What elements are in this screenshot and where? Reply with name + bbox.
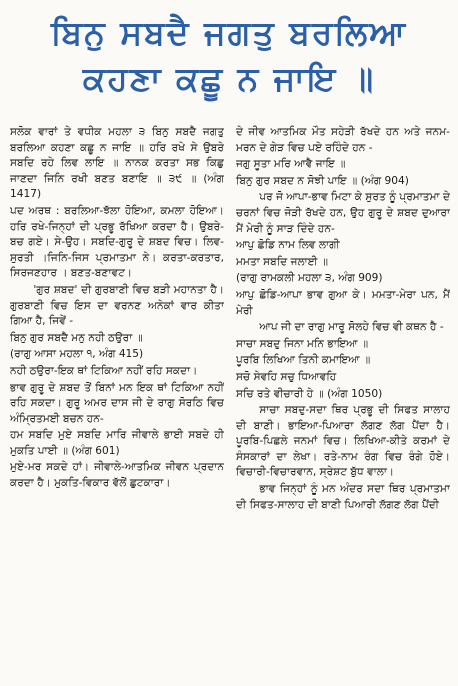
headline-line-1: ਬਿਨੁ ਸਬਦੈ ਜਗਤੁ ਬਰਲਿਆ <box>50 13 408 52</box>
citation: (ਰਾਗੁ ਆਸਾ ਮਹਲਾ ੧, ਅੰਗ 415) <box>10 348 144 361</box>
headline-line-2: ਕਹਣਾ ਕਛੂ ਨ ਜਾਇ ॥ <box>82 59 376 98</box>
paragraph: ਆਪੁ ਛੋਡਿ-ਆਪਾ ਭਾਵ ਗੁਆ ਕੇ। ਮਮਤਾ-ਮੇਰਾ ਪਨ, ਮੈਂ ਮੇਰੀ <box>236 288 450 317</box>
paragraph: ਪਦ ਅਰਥ : ਬਰਲਿਆ-ਝੱਲਾ ਹੋਇਆ, ਕਮਲਾ ਹੋਇਆ। ਹਰਿ ਰਖੇ-ਜਿਨ੍ਹਾਂ ਦੀ ਪ੍ਰਭੂ ਰੱਖਿਆ ਕਰਦਾ ਹੈ। ਉਬਰੇ-ਬਚ ਗਏ। ਸੇ-ਉਹ। ਸਬਦਿ-ਗੁਰੂ ਦੇ ਸ਼ਬਦ ਵਿਚ। ਲਿਵ-ਸੁਰਤੀ ।ਜਿਨਿ-ਜਿਸ ਪ੍ਰਮਾਤਮਾ ਨੇ। ਕਰਤਾ-ਕਰਤਾਰ, ਸਿਰਜਣਹਾਰ । ਬਣਤ-ਬਣਾਵਟ। <box>10 204 224 280</box>
quote-line: ਬਿਨੁ ਗੁਰ ਸਬਦੈ ਮਨੁ ਨਹੀ ਠਉਰਾ ॥ <box>10 331 143 344</box>
quote-line: ਬਿਨੁ ਗੁਰ ਸਬਦ ਨ ਸੋਝੀ ਪਾਇ ॥ (ਅੰਗ 904) <box>236 174 409 187</box>
paragraph: ਮੁਏ-ਮਰ ਸਕਦੇ ਹਾਂ। ਜੀਵਾਲੇ-ਆਤਮਿਕ ਜੀਵਨ ਪ੍ਰਦਾਨ ਕਰਦਾ ਹੈ। ਮੁਕਤਿ-ਵਿਕਾਰ ਵੱਲੋਂ ਛੁਟਕਾਰਾ। <box>10 461 224 490</box>
left-column <box>10 125 224 686</box>
paragraph: ਦੇ ਜੀਵ ਆਤਮਿਕ ਮੌਤ ਸਹੇੜੀ ਰੱਖਦੇ ਹਨ ਅਤੇ ਜਨਮ-ਮਰਨ ਦੇ ਗੇੜ ਵਿਚ ਪਏ ਰਹਿੰਦੇ ਹਨ - <box>236 126 450 154</box>
paragraph: ਪਰ ਜੋ ਆਪਾ-ਭਾਵ ਮਿਟਾ ਕੇ ਸੁਰਤ ਨੂੰ ਪ੍ਰਮਾਤਮਾ ਦੇ ਚਰਨਾਂ ਵਿਚ ਜੋੜੀ ਰੱਖਦੇ ਹਨ, ਉਹ ਗੁਰੂ ਦੇ ਸ਼ਬਦ ਦੁਆਰਾ ਮੈਂ ਮੇਰੀ ਨੂੰ ਸਾੜ ਦਿੰਦੇ ਹਨ- <box>236 191 450 235</box>
quote-line: ਮਮਤਾ ਸਬਦਿ ਜਲਾਈ ॥ <box>236 255 329 268</box>
quote-line: ਸਾਚਾ ਸਬਦੁ ਜਿਨਾ ਮਨਿ ਭਾਇਆ ॥ <box>236 337 369 350</box>
article-body <box>10 125 450 686</box>
citation: ਸਚਿ ਰਤੇ ਵੀਚਾਰੀ ਹੇ ॥ (ਅੰਗ 1050) <box>236 387 383 400</box>
quote-line: ਸਚੋ ਸੇਵਹਿ ਸਚੁ ਧਿਆਵਹਿ <box>236 370 337 383</box>
quote-line: ਪੂਰਬਿ ਲਿਖਿਆ ਤਿਨੀ ਕਮਾਇਆ ॥ <box>236 354 371 367</box>
paragraph: ਨਹੀ ਠਉਰਾ-ਇਕ ਥਾਂ ਟਿਕਿਆ ਨਹੀਂ ਰਹਿ ਸਕਦਾ। <box>10 364 198 377</box>
quote-line: ਜਗੁ ਸੂਤਾ ਮਰਿ ਆਵੈ ਜਾਇ ॥ <box>236 158 346 171</box>
quote-line: ਆਪੁ ਛੋਡਿ ਨਾਮ ਲਿਵ ਲਾਗੀ <box>236 239 340 252</box>
paragraph: ਭਾਵ ਗੁਰੂ ਦੇ ਸ਼ਬਦ ਤੋਂ ਬਿਨਾਂ ਮਨ ਇਕ ਥਾਂ ਟਿਕਿਆ ਨਹੀਂ ਰਹਿ ਸਕਦਾ। ਗੁਰੂ ਅਮਰ ਦਾਸ ਜੀ ਦੇ ਰਾਗੁ ਸੋਰਠਿ ਵਿਚ ਅੰਮ੍ਰਿਤਮਈ ਬਚਨ ਹਨ- <box>10 381 224 425</box>
paragraph: ਆਪ ਜੀ ਦਾ ਰਾਗੁ ਮਾਰੂ ਸੋਲਹੇ ਵਿਚ ਵੀ ਕਥਨ ਹੈ - <box>259 321 444 334</box>
quote-line: ਹਮ ਸਬਦਿ ਮੁਏ ਸਬਦਿ ਮਾਰਿ ਜੀਵਾਲੇ ਭਾਈ ਸਬਦੇ ਹੀ ਮੁਕਤਿ ਪਾਈ ॥ (ਅੰਗ 601) <box>10 429 224 457</box>
citation: (ਰਾਗੁ ਰਾਮਕਲੀ ਮਹਲਾ ੩, ਅੰਗ 909) <box>236 272 383 285</box>
paragraph: ਸਲੋਕ ਵਾਰਾਂ ਤੇ ਵਧੀਕ ਮਹਲਾ ੩ ਬਿਨੁ ਸਬਦੈ ਜਗਤੁ ਬਰਲਿਆ ਕਹਣਾ ਕਛੂ ਨ ਜਾਇ ॥ ਹਰਿ ਰਖੇ ਸੇ ਉਬਰੇ ਸਬਦਿ ਰਹੇ ਲਿਵ ਲਾਇ ॥ ਨਾਨਕ ਕਰਤਾ ਸਭ ਕਿਛੁ ਜਾਣਦਾ ਜਿਨਿ ਰਖੀ ਬਣਤ ਬਣਾਇ ॥ ੩੯ ॥ (ਅੰਗ 1417) <box>10 126 224 201</box>
paragraph: 'ਗੁਰ ਸ਼ਬਦ' ਦੀ ਗੁਰਬਾਣੀ ਵਿਚ ਬੜੀ ਮਹਾਨਤਾ ਹੈ। ਗੁਰਬਾਣੀ ਵਿਚ ਇਸ ਦਾ ਵਰਨਣ ਅਨੇਕਾਂ ਵਾਰ ਕੀਤਾ ਗਿਆ ਹੈ, ਜਿਵੇਂ - <box>10 283 224 328</box>
right-column <box>236 125 450 686</box>
headline <box>10 10 448 102</box>
paragraph: ਸਾਚਾ ਸਬਦੁ-ਸਦਾ ਥਿਰ ਪ੍ਰਭੂ ਦੀ ਸਿਫਤ ਸਾਲਾਹ ਦੀ ਬਾਣੀ। ਭਾਇਆ-ਪਿਆਰਾ ਲੱਗਣ ਲੱਗ ਪੈਂਦਾ ਹੈ। ਪੂਰਬਿ-ਪਿਛਲੇ ਜਨਮਾਂ ਵਿਚ। ਲਿਖਿਆ-ਕੀਤੇ ਕਰਮਾਂ ਦੇ ਸੰਸਕਾਰਾਂ ਦਾ ਲੇਖਾ। ਰਤੇ-ਨਾਮ ਰੰਗ ਵਿਚ ਰੰਗੇ ਹੋਏ। ਵਿਚਾਰੀ-ਵਿਚਾਰਵਾਨ, ਸ੍ਰੇਸ਼ਟ ਬੁੱਧ ਵਾਲਾ। <box>236 404 450 479</box>
paragraph: ਭਾਵ ਜਿਨ੍ਹਾਂ ਨੂੰ ਮਨ ਅੰਦਰ ਸਦਾ ਥਿਰ ਪ੍ਰਮਾਤਮਾ ਦੀ ਸਿਫਤ-ਸਾਲਾਹ ਦੀ ਬਾਣੀ ਪਿਆਰੀ ਲੱਗਣ ਲੱਗ ਪੈਂਦੀ <box>236 483 450 511</box>
